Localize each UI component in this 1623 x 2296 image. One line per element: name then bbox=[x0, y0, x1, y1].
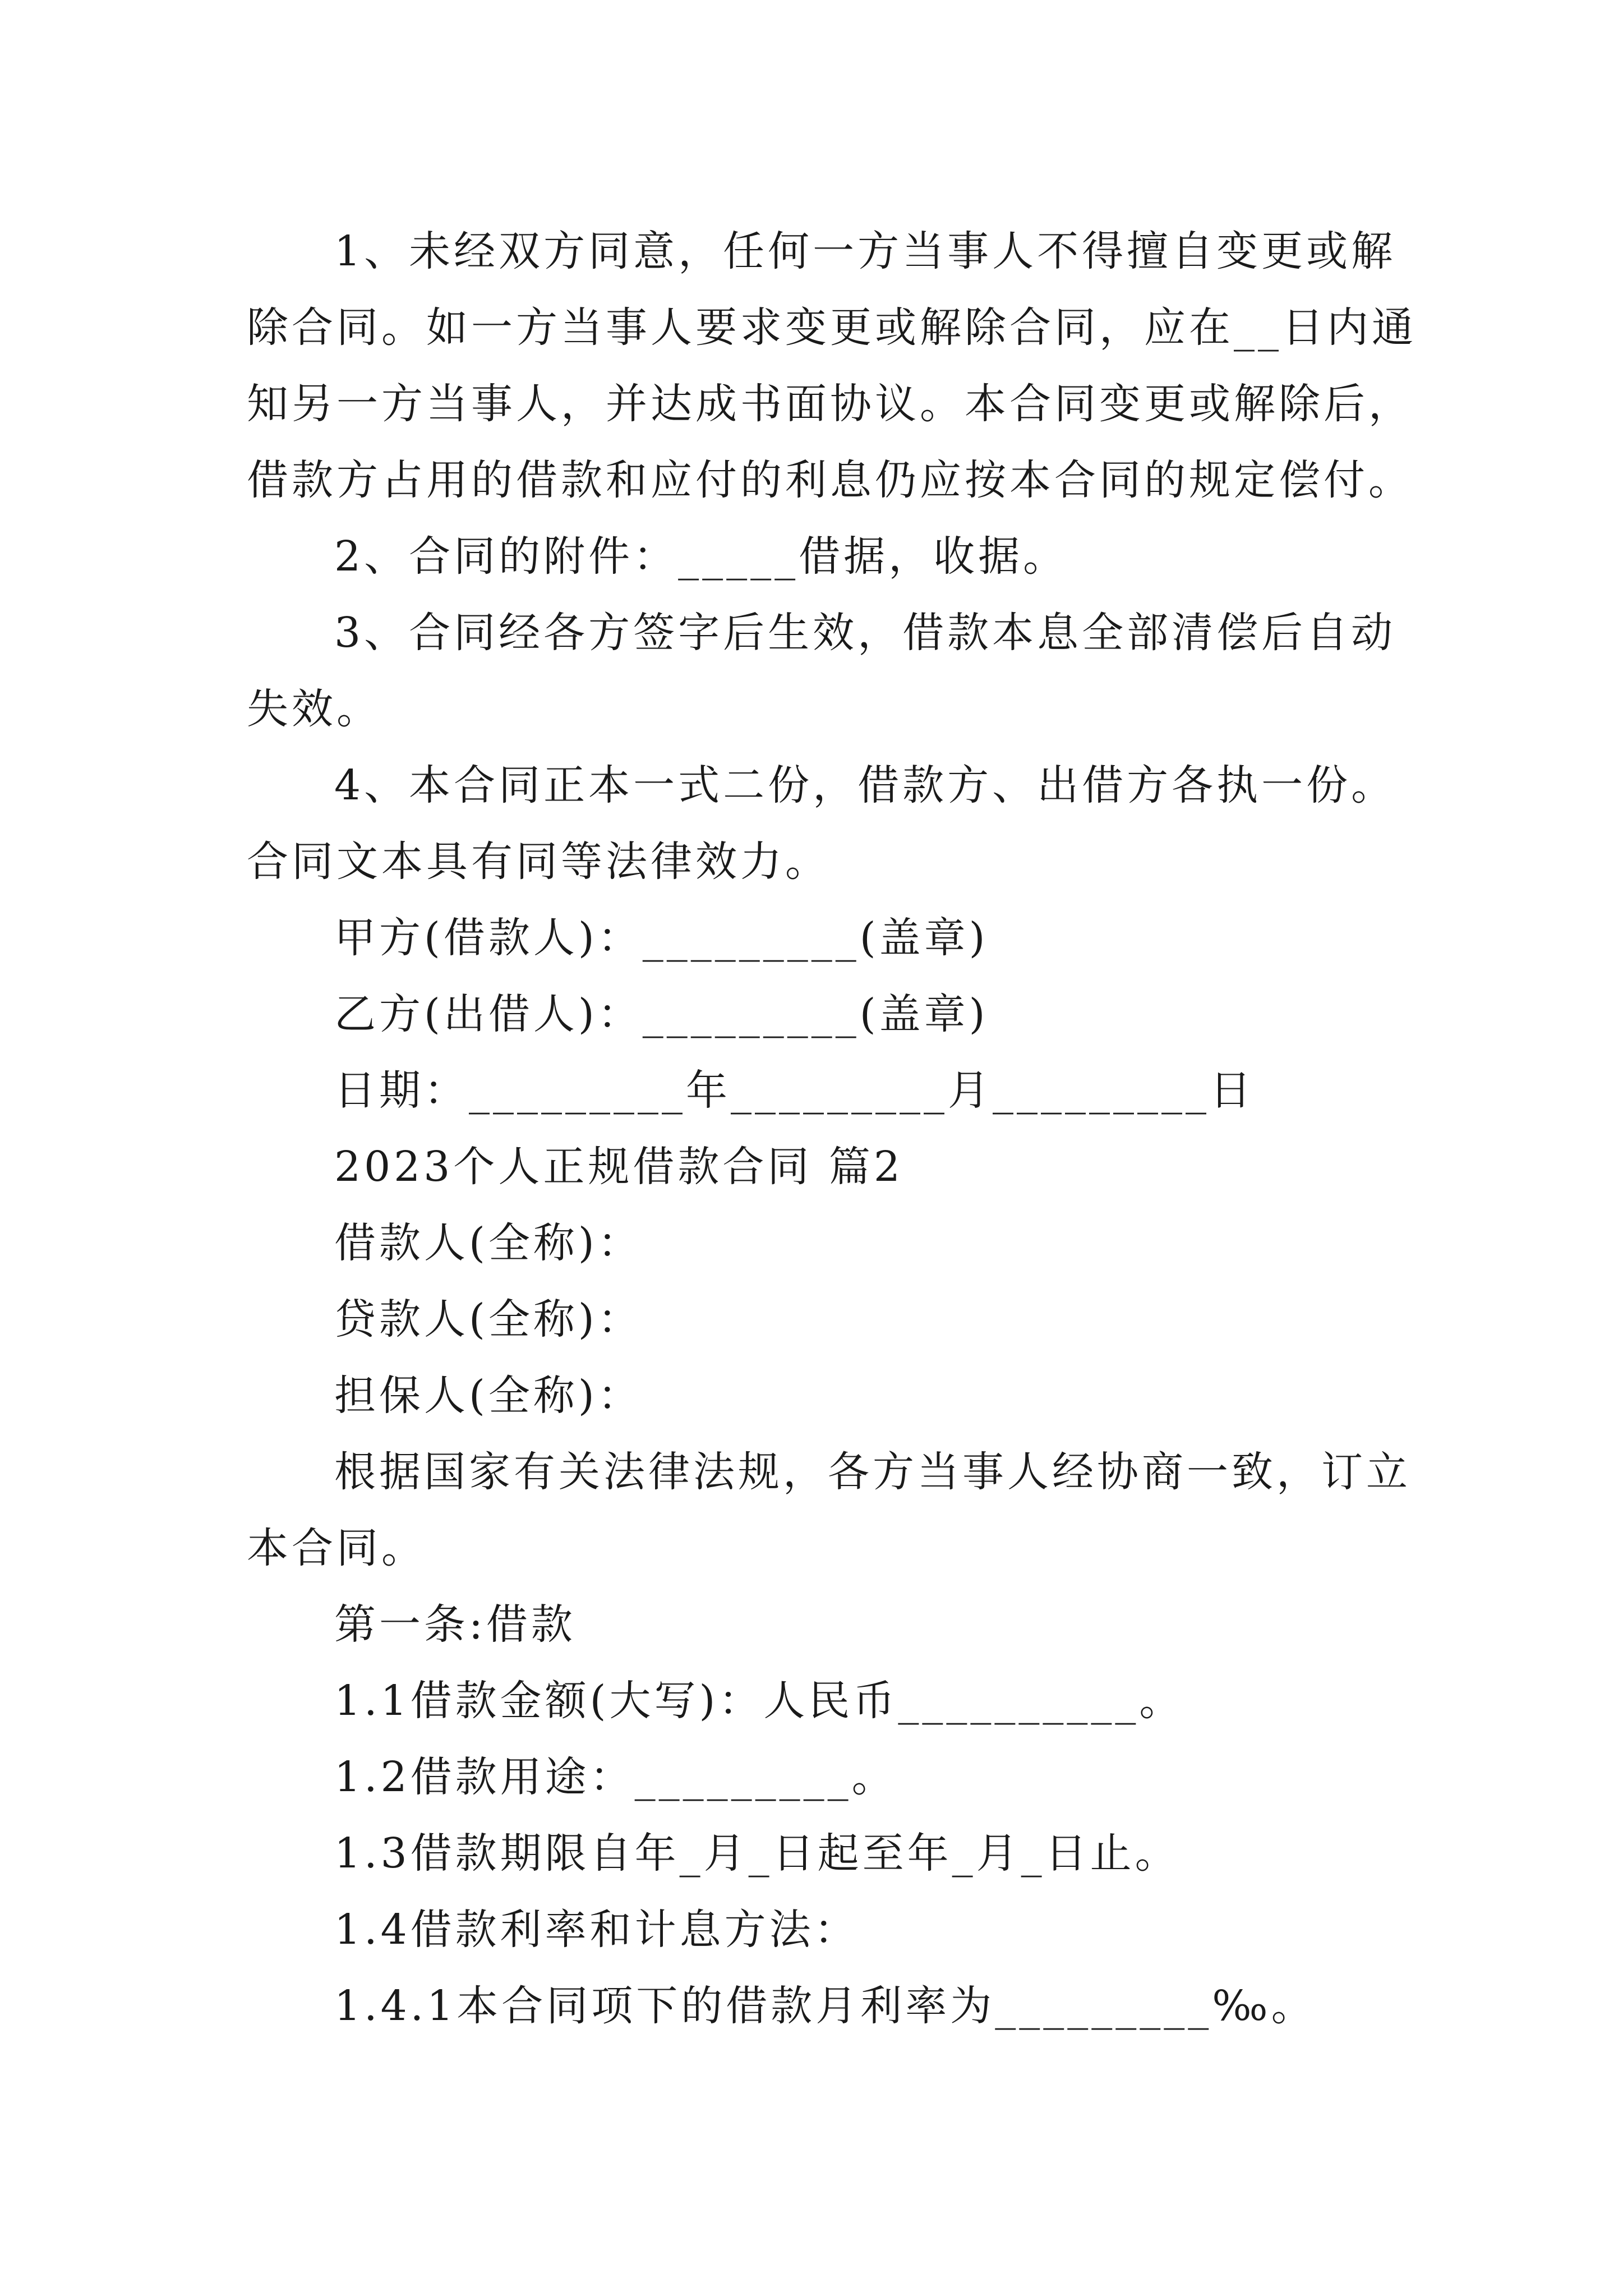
clause-line: 1.4借款利率和计息方法： bbox=[334, 1906, 859, 1954]
lender-line: 贷款人(全称)： bbox=[334, 1295, 643, 1343]
date-line: 日期：_________年_________月_________日 bbox=[334, 1066, 1255, 1115]
guarantor-line: 担保人(全称)： bbox=[334, 1372, 643, 1420]
clause-line: 1.4.1本合同项下的借款月利率为_________‰。 bbox=[334, 1982, 1316, 2030]
paragraph-line: 1、未经双方同意，任何一方当事人不得擅自变更或解 bbox=[334, 227, 1396, 275]
article-heading: 第一条:借款 bbox=[334, 1600, 576, 1649]
paragraph-line: 本合同。 bbox=[247, 1524, 426, 1572]
signature-line-party-a: 甲方(借款人)：_________(盖章) bbox=[334, 914, 989, 962]
signature-line-party-b: 乙方(出借人)：_________(盖章) bbox=[334, 990, 989, 1038]
paragraph-line: 4、本合同正本一式二份，借款方、出借方各执一份。 bbox=[334, 761, 1396, 809]
paragraph-line: 失效。 bbox=[247, 685, 381, 733]
clause-line: 1.2借款用途：_________。 bbox=[334, 1753, 897, 1801]
document-body bbox=[247, 213, 1417, 2044]
paragraph-line: 3、合同经各方签字后生效，借款本息全部清偿后自动 bbox=[334, 609, 1396, 657]
paragraph-line: 知另一方当事人，并达成书面协议。本合同变更或解除后， bbox=[247, 380, 1413, 428]
paragraph-line: 除合同。如一方当事人要求变更或解除合同，应在__日内通 bbox=[247, 303, 1417, 352]
borrower-line: 借款人(全称)： bbox=[334, 1219, 643, 1267]
clause-line: 1.3借款期限自年_月_日起至年_月_日止。 bbox=[334, 1829, 1180, 1878]
paragraph-line: 2、合同的附件：_____借据，收据。 bbox=[334, 532, 1068, 581]
section-heading: 2023个人正规借款合同 篇2 bbox=[334, 1143, 903, 1191]
paragraph-line: 借款方占用的借款和应付的利息仍应按本合同的规定偿付。 bbox=[247, 456, 1413, 504]
paragraph-line: 根据国家有关法律法规，各方当事人经协商一致，订立 bbox=[334, 1448, 1411, 1496]
paragraph-line: 合同文本具有同等法律效力。 bbox=[247, 838, 830, 886]
clause-line: 1.1借款金额(大写)：人民币__________。 bbox=[334, 1677, 1184, 1725]
